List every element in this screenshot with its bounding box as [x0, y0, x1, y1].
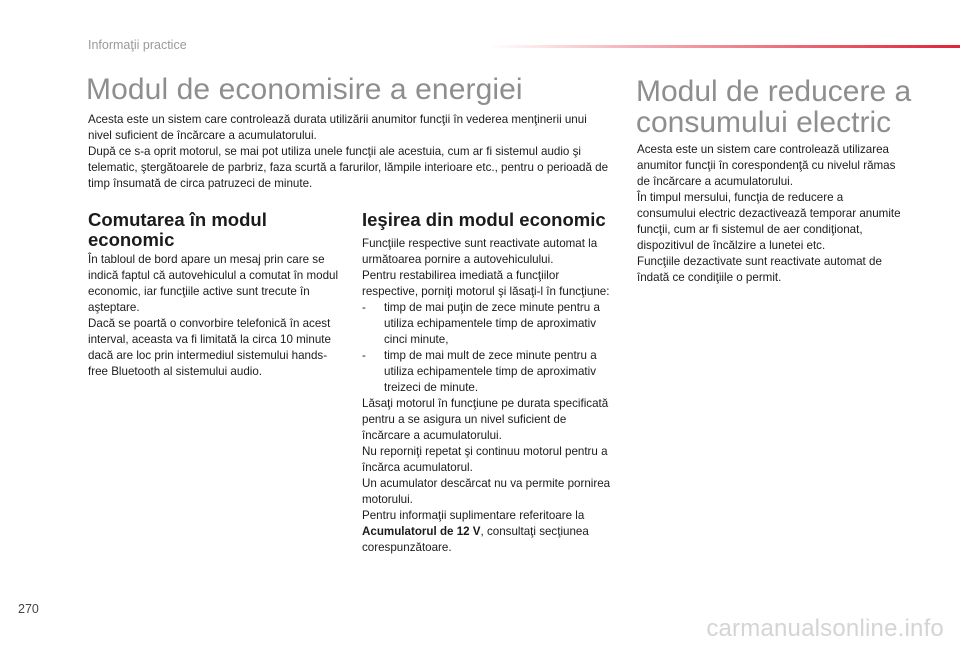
list-item-text: timp de mai mult de zece minute pentru a utiliza echipamentele timp de aproximativ treizeci de minute. [384, 349, 597, 394]
reducere-paragraph: Funcţiile dezactivate sunt reactivate automat de îndată ce condiţiile o permit. [637, 255, 882, 284]
reducere-paragraph: În timpul mersului, funcţia de reducere a consumului electric dezactivează temporar anumite funcţii, cum ar fi sistemul de aer condiţionat, dispozitivul de încălzire a lunetei etc. [637, 191, 901, 252]
reference-suffix: , consultaţi secţiunea corespunzătoare. [362, 525, 589, 554]
page-number: 270 [18, 602, 39, 616]
iesire-paragraph: Pentru restabilirea imediată a funcţiilor respective, porniţi motorul şi lăsaţi-l în funcţiune: [362, 269, 610, 298]
heading-iesire: Ieşirea din modul economic [362, 209, 606, 230]
comutare-paragraph: În tabloul de bord apare un mesaj prin care se indică faptul că autovehiculul a comutat în modul economic, iar funcţiile active sunt trecute în aşteptare. [88, 253, 339, 314]
list-item-text: timp de mai puţin de zece minute pentru a utiliza echipamentele timp de aproximativ cinci minute, [384, 301, 600, 346]
iesire-paragraph: Lăsaţi motorul în funcţiune pe durata specificată pentru a se asigura un nivel suficient de încărcare a acumulatorului. [362, 397, 609, 442]
list-item [362, 300, 617, 348]
list-dash: - [362, 349, 366, 362]
reducere-paragraph: Acesta este un sistem care controlează utilizarea anumitor funcţii în corespondenţă cu nivelul rămas de încărcare a acumulatorului. [637, 143, 896, 188]
section-label: Informaţii practice [88, 38, 187, 52]
iesire-paragraph: Un acumulator descărcat nu va permite pornirea motorului. [362, 477, 611, 506]
iesire-paragraph [362, 508, 617, 556]
page-title: Modul de economisire a energiei [86, 73, 523, 106]
watermark: carmanualsonline.info [706, 615, 944, 642]
intro-text [88, 112, 613, 192]
header-accent-bar [490, 45, 960, 48]
reference-bold: Acumulatorul de 12 V [362, 525, 481, 538]
iesire-paragraph: Nu reporniţi repetat şi continuu motorul pentru a încărca acumulatorul. [362, 445, 608, 474]
list-dash: - [362, 301, 366, 314]
iesire-text [362, 236, 617, 556]
intro-paragraph: După ce s-a oprit motorul, se mai pot utiliza unele funcţii ale acestuia, cum ar fi sistemul audio şi telematic, ştergătoarele de parbriz, faza scurtă a farurilor, lămpile interioare etc., pentru o perioadă de timp însumată de circa patruzeci de minute. [88, 145, 609, 190]
side-title: Modul de reducere a consumului electric [636, 75, 912, 139]
list-item [362, 348, 617, 396]
iesire-paragraph: Funcţiile respective sunt reactivate automat la următoarea pornire a autovehiculului. [362, 237, 598, 266]
comutare-paragraph: Dacă se poartă o convorbire telefonică în acest interval, aceasta va fi limitată la circa 10 minute dacă are loc prin intermediul sistemului hands-free Bluetooth al sistemului audio. [88, 317, 331, 378]
heading-comutare: Comutarea în modul economic [88, 209, 267, 250]
comutare-text [88, 252, 343, 380]
reducere-text [637, 142, 902, 286]
reference-prefix: Pentru informaţii suplimentare referitoare la [362, 509, 585, 522]
intro-paragraph: Acesta este un sistem care controlează durata utilizării anumitor funcţii în vederea menţinerii unui nivel suficient de încărcare a acumulatorului. [88, 113, 587, 142]
